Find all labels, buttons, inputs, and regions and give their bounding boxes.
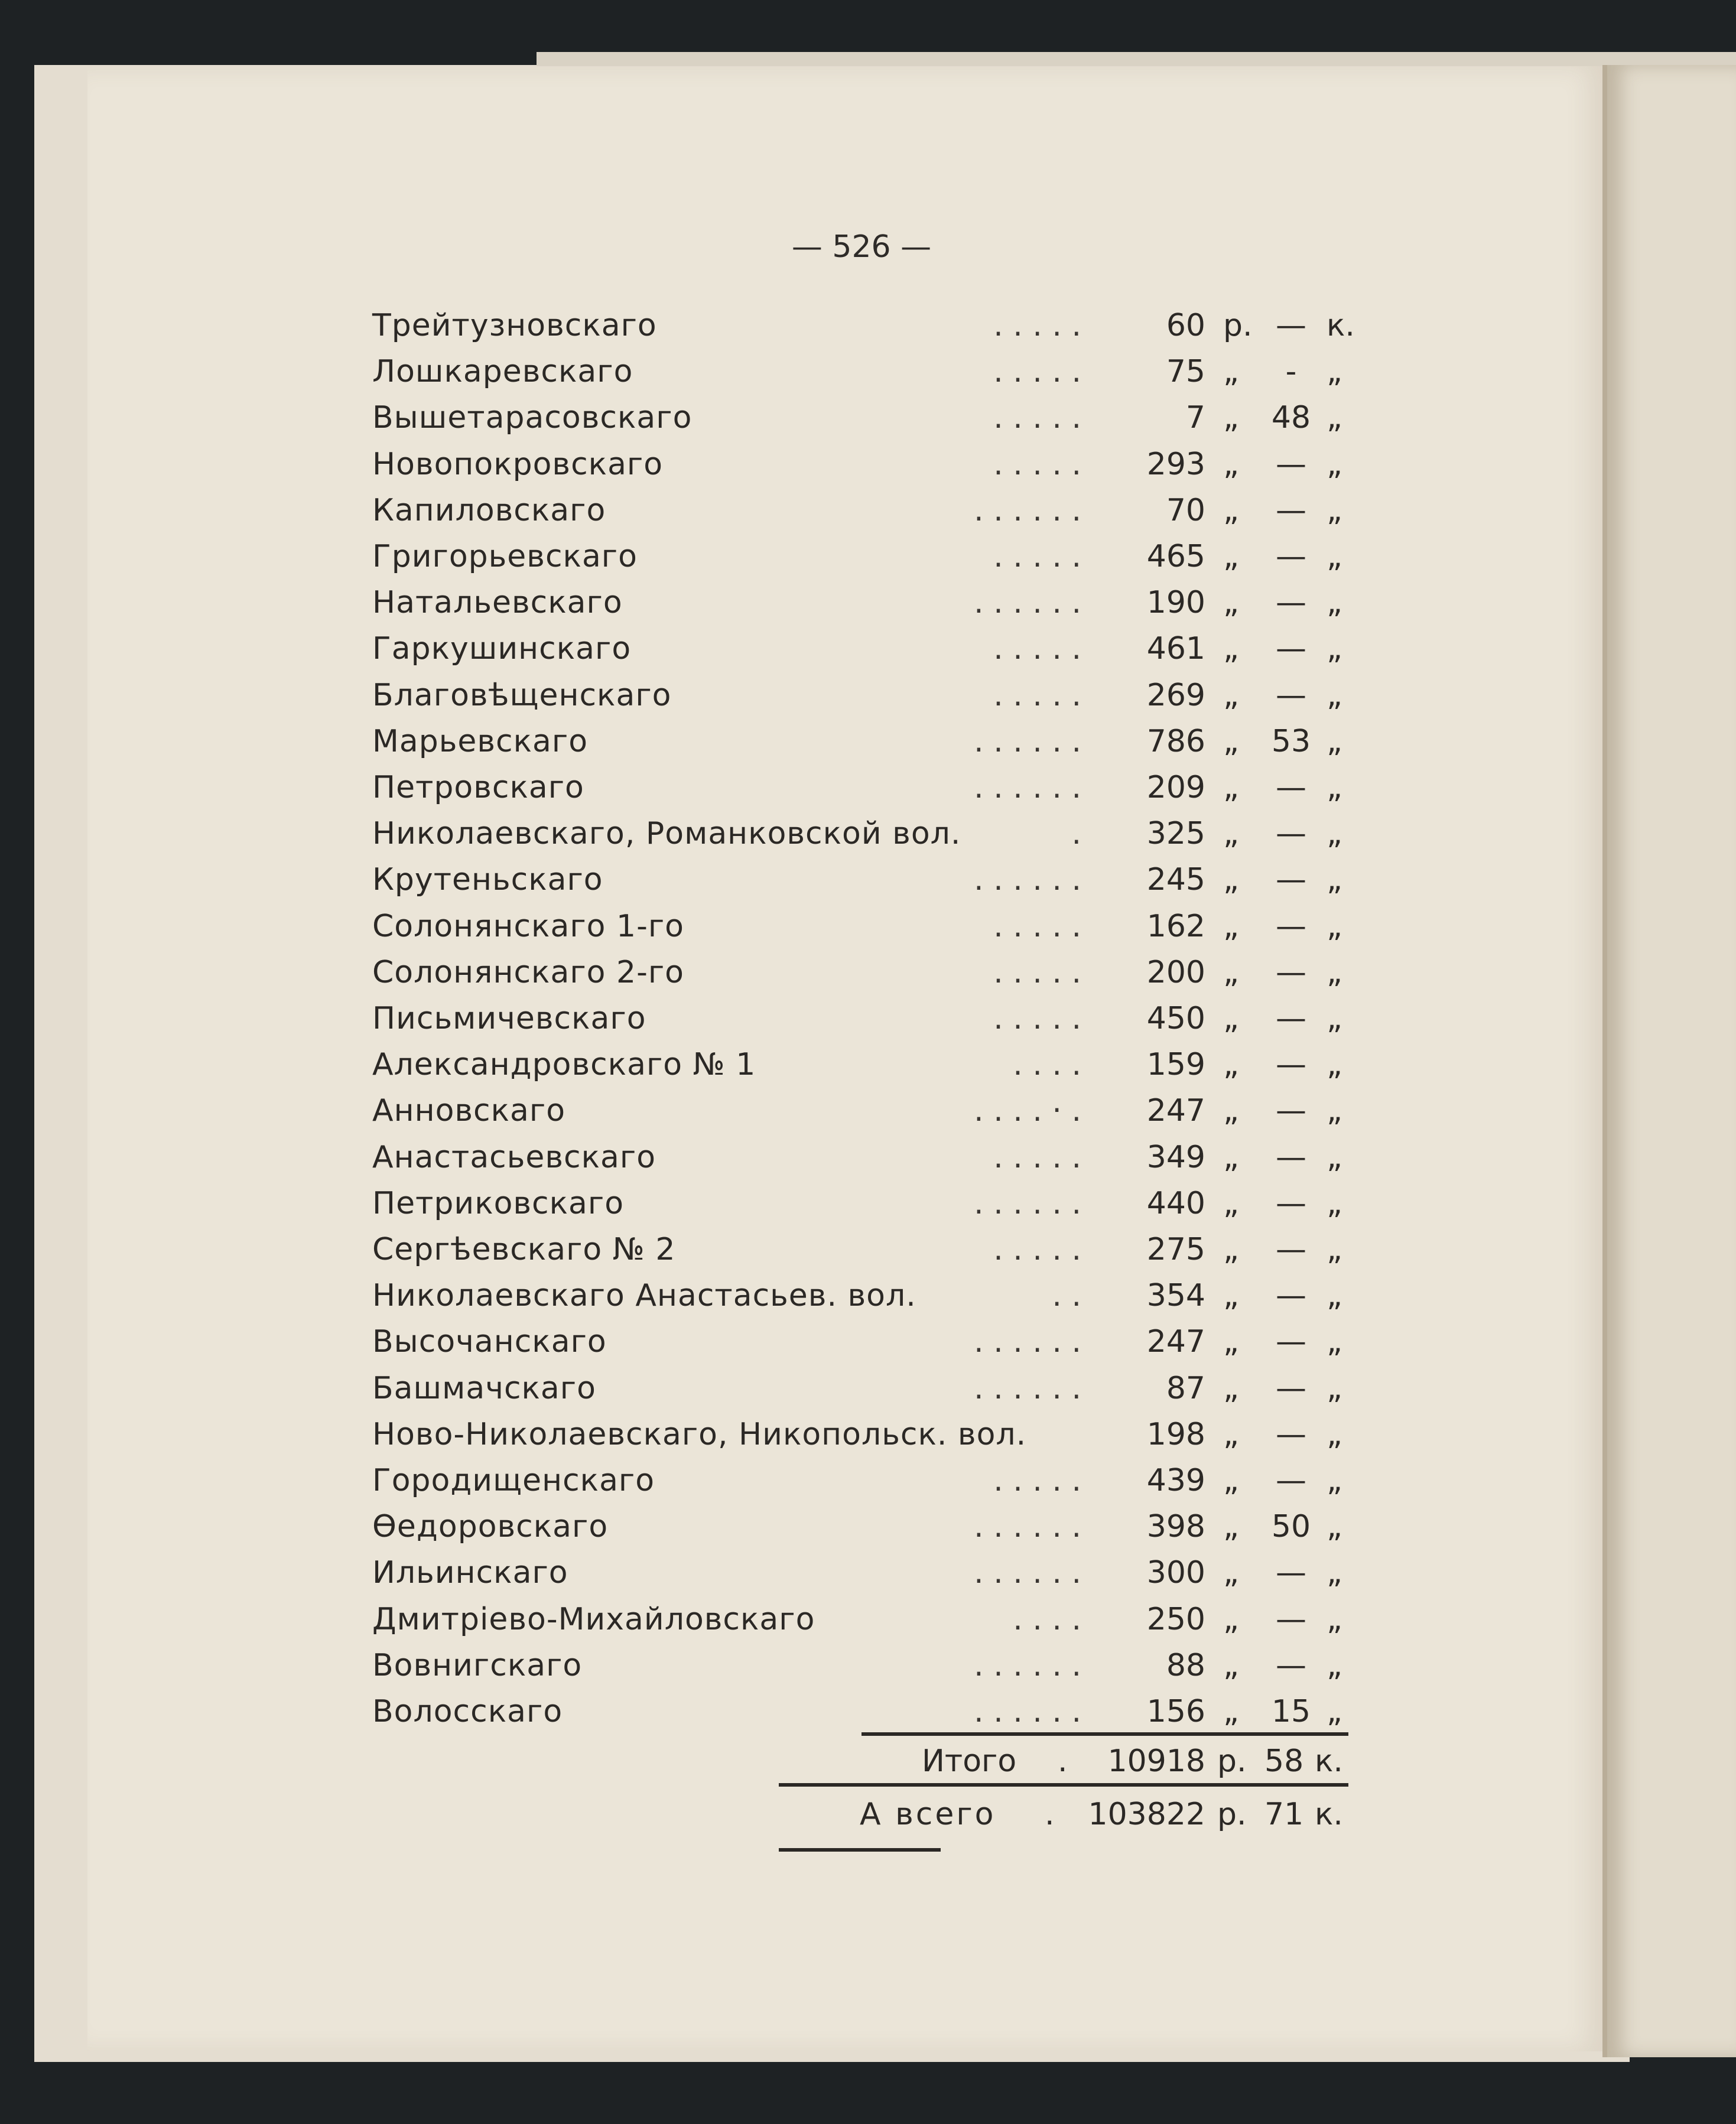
row-rub-unit: „ (1223, 723, 1239, 759)
row-rubles: 156 (1146, 1694, 1205, 1729)
row-kop-unit: „ (1327, 677, 1342, 713)
row-rubles: 398 (1146, 1509, 1205, 1545)
grand-total-label: А всего (860, 1797, 996, 1832)
row-kop-unit: „ (1327, 1139, 1342, 1175)
row-kop-unit: „ (1327, 585, 1342, 621)
row-kop-unit: „ (1327, 1001, 1342, 1036)
subtotal-label: Итого (922, 1744, 1017, 1779)
row-leader-dots: . . . . . . (974, 1555, 1081, 1591)
row-leader-dots: . . . . (1013, 1601, 1081, 1637)
grand-total-rubles: 103822 (1088, 1797, 1205, 1832)
row-kop-unit: „ (1327, 908, 1342, 944)
row-rub-unit: „ (1223, 1139, 1239, 1175)
row-name: Письмичевскаго (372, 1001, 646, 1036)
row-name: Солонянскаго 2-го (372, 954, 684, 990)
row-rubles: 250 (1146, 1601, 1205, 1637)
page-number: — 526 — (791, 229, 932, 265)
row-name: Александровскаго № 1 (372, 1047, 756, 1083)
row-leader-dots: . . (1052, 1278, 1081, 1314)
row-leader-dots: . . . . . . (974, 1647, 1081, 1683)
row-rub-unit: „ (1223, 862, 1239, 898)
row-rubles: 293 (1146, 446, 1205, 482)
row-leader-dots: . . . . . . (974, 1509, 1081, 1545)
row-name: Ѳедоровскаго (372, 1509, 609, 1545)
row-kop-unit: „ (1327, 954, 1342, 990)
row-name: Марьевскаго (372, 723, 589, 759)
row-leader-dots: . . . . . . (974, 1370, 1081, 1406)
row-name: Капиловскаго (372, 492, 606, 528)
row-kopecks: — (1276, 1139, 1306, 1175)
row-rub-unit: „ (1223, 631, 1239, 667)
row-rubles: 200 (1146, 954, 1205, 990)
row-kopecks: — (1276, 1647, 1306, 1683)
row-kopecks: — (1276, 1416, 1306, 1452)
row-rub-unit: „ (1223, 1001, 1239, 1036)
table-row (0, 1504, 1736, 1550)
row-rubles: 247 (1146, 1324, 1205, 1360)
row-kopecks: — (1276, 1370, 1306, 1406)
row-kop-unit: „ (1327, 492, 1342, 528)
row-rub-unit: „ (1223, 1278, 1239, 1314)
table-row (0, 1088, 1736, 1134)
row-kopecks: — (1276, 308, 1306, 343)
row-leader-dots: . . . . . (993, 1232, 1081, 1267)
row-rubles: 87 (1166, 1370, 1205, 1406)
row-rubles: 209 (1146, 770, 1205, 805)
row-kopecks: — (1276, 908, 1306, 944)
row-kopecks: - (1285, 354, 1297, 390)
row-leader-dots: . . . . . . (974, 1324, 1081, 1360)
row-name: Высочанскаго (372, 1324, 607, 1360)
row-name: Сергѣевскаго № 2 (372, 1232, 676, 1267)
table-row (0, 1458, 1736, 1504)
table-row (0, 903, 1736, 949)
table-row (0, 395, 1736, 441)
row-rubles: 465 (1146, 539, 1205, 574)
row-kop-unit: „ (1327, 862, 1342, 898)
row-rub-unit: „ (1223, 816, 1239, 852)
row-rubles: 247 (1146, 1093, 1205, 1129)
row-rubles: 70 (1166, 492, 1205, 528)
table-row (0, 1596, 1736, 1642)
row-leader-dots: . . . . . . (974, 585, 1081, 621)
row-rub-unit: „ (1223, 1185, 1239, 1221)
table-row (0, 949, 1736, 996)
row-kop-unit: „ (1327, 354, 1342, 390)
subtotal-kopecks: 58 (1264, 1744, 1304, 1779)
row-leader-dots: . . . . . . (974, 1694, 1081, 1729)
row-kopecks: — (1276, 1185, 1306, 1221)
table-row (0, 303, 1736, 349)
row-kop-unit: „ (1327, 723, 1342, 759)
grand-total-rub-unit: р. (1217, 1797, 1247, 1832)
row-leader-dots: . . . . . . (974, 723, 1081, 759)
row-kopecks: — (1276, 585, 1306, 621)
row-leader-dots: . (1071, 816, 1081, 852)
row-kop-unit: „ (1327, 1509, 1342, 1545)
table-row (0, 487, 1736, 534)
table-row (0, 1273, 1736, 1319)
row-leader-dots: . . . . . (993, 539, 1081, 574)
table-row (0, 441, 1736, 487)
table-row (0, 534, 1736, 580)
table-row (0, 349, 1736, 395)
row-rub-unit: „ (1223, 1694, 1239, 1729)
row-kopecks: — (1276, 539, 1306, 574)
row-leader-dots: . . . . · . (974, 1093, 1081, 1129)
table-row (0, 1642, 1736, 1689)
row-kopecks: — (1276, 492, 1306, 528)
grand-total-kopecks: 71 (1264, 1797, 1304, 1832)
row-name: Анастасьевскаго (372, 1139, 656, 1175)
row-rub-unit: „ (1223, 400, 1239, 436)
row-name: Новопокровскаго (372, 446, 664, 482)
row-rubles: 269 (1146, 677, 1205, 713)
table-row (0, 1227, 1736, 1273)
row-leader-dots: . . . . . (993, 1001, 1081, 1036)
row-name: Вовнигскаго (372, 1647, 583, 1683)
row-rubles: 60 (1166, 308, 1205, 343)
row-kopecks: — (1276, 1601, 1306, 1637)
row-name: Вышетарасовскаго (372, 400, 693, 436)
row-name: Башмачскаго (372, 1370, 596, 1406)
row-kopecks: — (1276, 677, 1306, 713)
table-row (0, 1550, 1736, 1596)
row-name: Петровскаго (372, 770, 584, 805)
row-rub-unit: р. (1223, 308, 1253, 343)
row-name: Дмитріево-Михайловскаго (372, 1601, 815, 1637)
row-kop-unit: „ (1327, 1416, 1342, 1452)
subtotal-rubles: 10918 (1107, 1744, 1205, 1779)
row-rubles: 461 (1146, 631, 1205, 667)
row-leader-dots: . . . . (1013, 1047, 1081, 1083)
row-name: Крутеньскаго (372, 862, 603, 898)
row-kopecks: — (1276, 1001, 1306, 1036)
grand-total-dot: . (1045, 1797, 1055, 1832)
table-row (0, 1134, 1736, 1180)
row-name: Ново-Николаевскаго, Никопольск. вол. (372, 1416, 1027, 1452)
row-kopecks: — (1276, 1093, 1306, 1129)
table-row (0, 1319, 1736, 1365)
row-kopecks: 50 (1271, 1509, 1311, 1545)
row-kop-unit: „ (1327, 1694, 1342, 1729)
row-name: Солонянскаго 1-го (372, 908, 684, 944)
row-kop-unit: „ (1327, 1232, 1342, 1267)
row-kopecks: — (1276, 1232, 1306, 1267)
row-kopecks: — (1276, 1463, 1306, 1498)
row-kopecks: 53 (1271, 723, 1311, 759)
row-name: Николаевскаго Анастасьев. вол. (372, 1278, 916, 1314)
row-rubles: 786 (1146, 723, 1205, 759)
row-leader-dots: . . . . . (993, 954, 1081, 990)
row-name: Городищенскаго (372, 1463, 655, 1498)
row-rubles: 190 (1146, 585, 1205, 621)
row-name: Николаевскаго, Романковской вол. (372, 816, 961, 852)
row-rub-unit: „ (1223, 1093, 1239, 1129)
row-kop-unit: „ (1327, 400, 1342, 436)
row-rub-unit: „ (1223, 770, 1239, 805)
row-leader-dots: . . . . . . (974, 1185, 1081, 1221)
table-row (0, 718, 1736, 765)
row-kop-unit: „ (1327, 1324, 1342, 1360)
table-row (0, 626, 1736, 672)
row-rub-unit: „ (1223, 539, 1239, 574)
row-leader-dots: . . . . . (993, 354, 1081, 390)
row-leader-dots: . . . . . . (974, 492, 1081, 528)
row-leader-dots: . . . . . (993, 908, 1081, 944)
row-name: Петриковскаго (372, 1185, 625, 1221)
row-name: Гаркушинскаго (372, 631, 632, 667)
row-leader-dots: . . . . . . (974, 770, 1081, 805)
row-leader-dots: . . . . . (993, 400, 1081, 436)
row-rub-unit: „ (1223, 585, 1239, 621)
row-kop-unit: „ (1327, 1555, 1342, 1591)
row-rub-unit: „ (1223, 1555, 1239, 1591)
row-rub-unit: „ (1223, 1232, 1239, 1267)
table-row (0, 580, 1736, 626)
row-kop-unit: „ (1327, 446, 1342, 482)
row-kopecks: — (1276, 1555, 1306, 1591)
row-leader-dots: . . . . . (993, 308, 1081, 343)
row-rubles: 7 (1185, 400, 1205, 436)
row-kop-unit: „ (1327, 1047, 1342, 1083)
row-rubles: 245 (1146, 862, 1205, 898)
row-rub-unit: „ (1223, 1416, 1239, 1452)
closing-rule (779, 1848, 941, 1852)
row-rub-unit: „ (1223, 954, 1239, 990)
row-kopecks: — (1276, 954, 1306, 990)
row-rub-unit: „ (1223, 1647, 1239, 1683)
table-row (0, 811, 1736, 857)
row-rubles: 198 (1146, 1416, 1205, 1452)
row-rubles: 275 (1146, 1232, 1205, 1267)
row-kopecks: — (1276, 631, 1306, 667)
row-leader-dots: . . . . . (993, 1463, 1081, 1498)
subtotal-dot: . (1058, 1744, 1068, 1779)
row-name: Лошкаревскаго (372, 354, 633, 390)
row-kop-unit: „ (1327, 1370, 1342, 1406)
row-rub-unit: „ (1223, 1324, 1239, 1360)
row-rub-unit: „ (1223, 1047, 1239, 1083)
table-row (0, 672, 1736, 718)
row-rub-unit: „ (1223, 446, 1239, 482)
row-kop-unit: „ (1327, 631, 1342, 667)
row-kopecks: — (1276, 1047, 1306, 1083)
row-kop-unit: к. (1327, 308, 1355, 343)
row-rubles: 354 (1146, 1278, 1205, 1314)
subtotal-rub-unit: р. (1217, 1744, 1247, 1779)
grand-total-row (0, 1791, 1736, 1837)
row-rubles: 439 (1146, 1463, 1205, 1498)
row-rub-unit: „ (1223, 1509, 1239, 1545)
row-leader-dots: . . . . . . (974, 862, 1081, 898)
row-leader-dots: . . . . . (993, 446, 1081, 482)
row-kopecks: — (1276, 1324, 1306, 1360)
row-kopecks: — (1276, 816, 1306, 852)
row-name: Григорьевскаго (372, 539, 638, 574)
table-row (0, 1411, 1736, 1458)
row-rubles: 300 (1146, 1555, 1205, 1591)
row-kop-unit: „ (1327, 1093, 1342, 1129)
subtotal-kop-unit: к. (1315, 1744, 1343, 1779)
row-rubles: 325 (1146, 816, 1205, 852)
row-rubles: 349 (1146, 1139, 1205, 1175)
row-rubles: 75 (1166, 354, 1205, 390)
row-kop-unit: „ (1327, 1647, 1342, 1683)
row-kopecks: — (1276, 446, 1306, 482)
table-row (0, 765, 1736, 811)
row-kop-unit: „ (1327, 1463, 1342, 1498)
row-kop-unit: „ (1327, 1278, 1342, 1314)
row-rubles: 162 (1146, 908, 1205, 944)
grand-total-rule (779, 1783, 1348, 1787)
table-row (0, 1042, 1736, 1088)
row-name: Натальевскаго (372, 585, 623, 621)
row-kopecks: 15 (1271, 1694, 1311, 1729)
row-rub-unit: „ (1223, 492, 1239, 528)
table-row (0, 1689, 1736, 1735)
row-rub-unit: „ (1223, 354, 1239, 390)
row-kopecks: — (1276, 770, 1306, 805)
row-name: Благовѣщенскаго (372, 677, 672, 713)
row-leader-dots: . . . . . (993, 677, 1081, 713)
row-rub-unit: „ (1223, 1601, 1239, 1637)
row-rub-unit: „ (1223, 908, 1239, 944)
row-kop-unit: „ (1327, 1185, 1342, 1221)
row-rub-unit: „ (1223, 1463, 1239, 1498)
subtotal-row (0, 1738, 1736, 1784)
row-rubles: 159 (1146, 1047, 1205, 1083)
subtotal-rule (862, 1732, 1348, 1736)
table-row (0, 857, 1736, 903)
grand-total-kop-unit: к. (1315, 1797, 1343, 1832)
row-kop-unit: „ (1327, 539, 1342, 574)
row-kop-unit: „ (1327, 816, 1342, 852)
row-kopecks: 48 (1271, 400, 1311, 436)
row-rubles: 450 (1146, 1001, 1205, 1036)
table-row (0, 1365, 1736, 1411)
row-name: Волосскаго (372, 1694, 563, 1729)
row-name: Ильинскаго (372, 1555, 568, 1591)
row-rubles: 88 (1166, 1647, 1205, 1683)
table-row (0, 1180, 1736, 1227)
row-leader-dots: . . . . . (993, 631, 1081, 667)
table-row (0, 996, 1736, 1042)
row-kopecks: — (1276, 862, 1306, 898)
row-kop-unit: „ (1327, 770, 1342, 805)
row-name: Трейтузновскаго (372, 308, 657, 343)
row-rub-unit: „ (1223, 1370, 1239, 1406)
row-leader-dots: . . . . . (993, 1139, 1081, 1175)
row-rubles: 440 (1146, 1185, 1205, 1221)
row-rub-unit: „ (1223, 677, 1239, 713)
row-kopecks: — (1276, 1278, 1306, 1314)
row-kop-unit: „ (1327, 1601, 1342, 1637)
row-name: Анновскаго (372, 1093, 566, 1129)
